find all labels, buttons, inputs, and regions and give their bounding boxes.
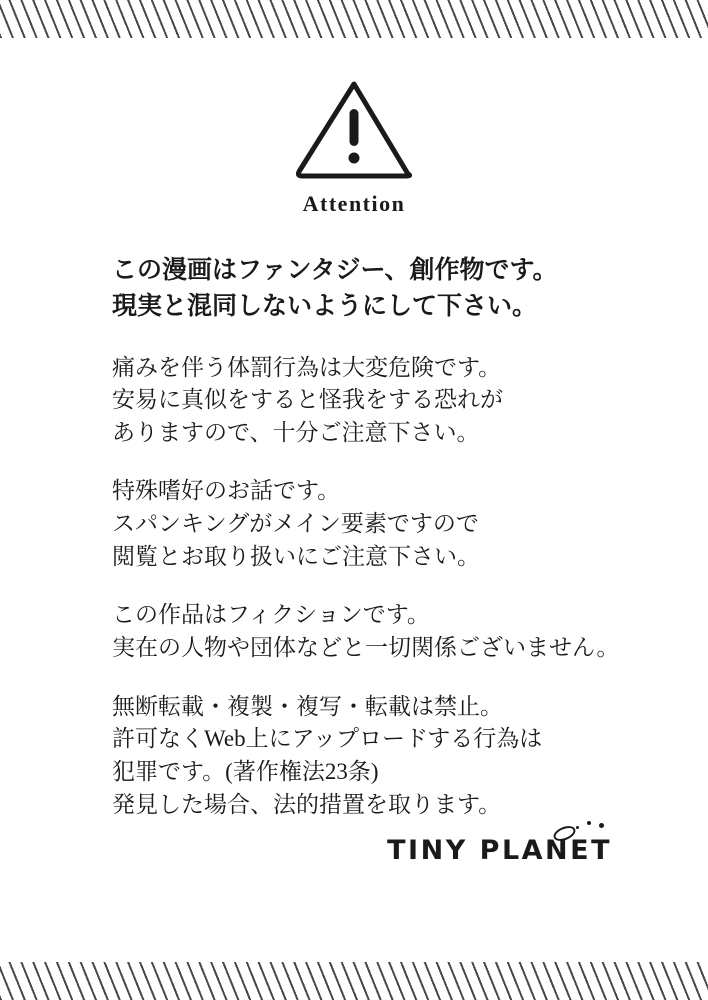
- notice-paragraph: [112, 475, 612, 573]
- notice-line: 発見した場合、法的措置を取ります。: [112, 791, 502, 817]
- notice-paragraph: [112, 253, 612, 326]
- attention-header: [0, 76, 708, 217]
- notice-paragraph: [112, 352, 612, 450]
- notice-line: 痛みを伴う体罰行為は大変危険です。: [112, 354, 502, 380]
- notice-line: 犯罪です。(著作権法23条): [112, 759, 379, 785]
- planet-with-dots-icon: [542, 821, 606, 837]
- decorative-hatch-band-top: [0, 0, 708, 38]
- notice-line: この漫画はファンタジー、創作物です。: [112, 257, 558, 284]
- notice-line: 現実と混同しないようにして下さい。: [112, 293, 538, 321]
- notice-line: 無断転載・複製・複写・転載は禁止。: [112, 693, 503, 719]
- notice-line: 実在の人物や団体などと一切関係ございません。: [112, 635, 620, 661]
- notice-line: 特殊嗜好のお話です。: [112, 478, 341, 504]
- attention-label: Attention: [302, 191, 406, 216]
- exclamation-triangle-icon: [292, 76, 416, 182]
- notice-line: 閲覧とお取り扱いにご注意下さい。: [112, 543, 480, 569]
- notice-paragraph: [112, 599, 620, 664]
- notice-line: 安易に真似をすると怪我をする恐れが: [112, 387, 503, 413]
- notice-line: 許可なくWeb上にアップロードする行為は: [112, 726, 543, 752]
- notice-line: ありますので、十分ご注意下さい。: [112, 419, 480, 445]
- notice-line: この作品はフィクションです。: [112, 602, 430, 628]
- publisher-logo: [387, 835, 612, 866]
- notice-paragraph: [112, 691, 612, 822]
- notice-text-body: [112, 253, 620, 821]
- notice-page: [0, 38, 708, 962]
- notice-line: スパンキングがメイン要素ですので: [112, 511, 479, 537]
- decorative-hatch-band-bottom: [0, 962, 708, 1000]
- publisher-logo-text: TINY PLANET: [387, 835, 612, 866]
